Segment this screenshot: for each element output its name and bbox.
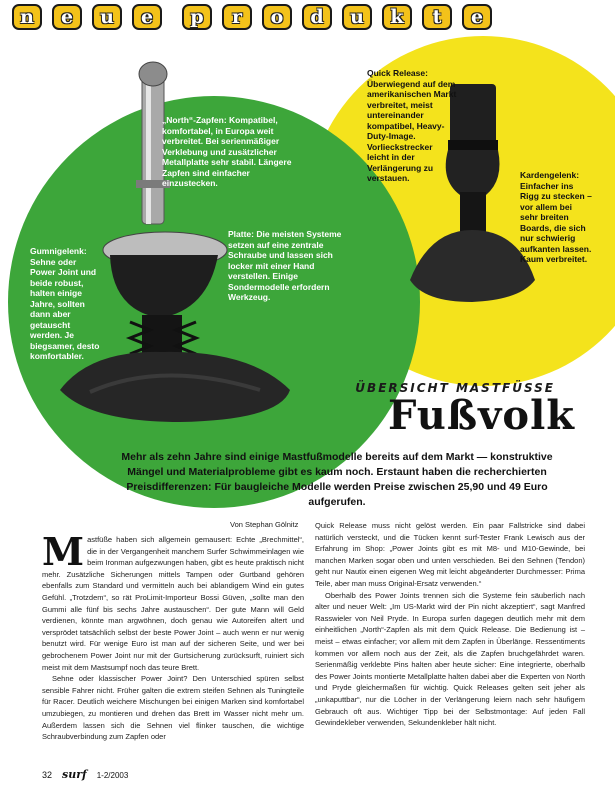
header-letter: d bbox=[302, 4, 332, 30]
caption-kardengelenk: Kardengelenk: Einfacher ins Rigg zu stecken – vor allem bei sehr breiten Boards, die sich nur schwierig aufkanten lassen. Kaum verbreitet. bbox=[520, 170, 592, 264]
article-title: Fußvolk bbox=[388, 392, 575, 439]
header-letter: u bbox=[92, 4, 122, 30]
article-author: Von Stephan Gölnitz bbox=[230, 520, 299, 529]
paragraph: Sehne oder klassischer Power Joint? Den Unterschied spüren selbst sensible Fahrer nicht. Früher galten die extrem steifen Sehnen als Tuningteile für Racer. Deutlich weichere Mischungen bei einigen Marken sind komfortabel umzubiegen, zu montieren und drehen das Brett im Wasser nicht mehr um. Außerdem lassen sich die Sehnen viel flinker tauschen, die wichtige Schraubverbindung zum Zapfen oder bbox=[42, 674, 304, 742]
magazine-logo: surf bbox=[62, 768, 87, 781]
header-letter: k bbox=[382, 4, 412, 30]
header-letter: e bbox=[52, 4, 82, 30]
issue-label: 1-2/2003 bbox=[96, 771, 129, 780]
header-letter: n bbox=[12, 4, 42, 30]
article-column-1 bbox=[42, 529, 304, 743]
caption-gummigelenk: Gumnigelenk: Sehne oder Power Joint und beide robust, halten einige Jahre, sollten dann aber getauscht werden. Je biegsamer, desto komfortabler. bbox=[30, 246, 100, 361]
header-letter: e bbox=[132, 4, 162, 30]
paragraph-text: astfüße haben sich allgemein gemausert: Echte „Brechmittel“, die in der Vergangenheit manchem Surfer Schwimmeinlagen wie beim Ironman aufgezwungen haben, gibt es heute praktisch nicht mehr. Zusätzliche Sicherungen mittels Tampen oder Gurtband gehören ebenfalls zum Standard und vermitteln auch bei ablandigem Wind ein gutes Gefühl. „Trotzdem“, so rät ProLimit-Importeur Bossi Güven, „sollte man den Gummi alle fünf bis sechs Jahre austauschen“. Der gute Mann will Geld verdienen, könnte man argwöhnen, doch genau wie Autoreifen altert und versprödet tatsächlich selbst der beste Power Joint – auch wenn er nur wenig benutzt wird. Für wenige Euro ist man auf der sicheren Seite, und wer bei gebrochenem Power Joint nur mit der Gurtsicherung zurücksurft, ruiniert sich meist mit dem Mastsumpf noch das teure Brett. bbox=[42, 535, 304, 672]
page-footer bbox=[42, 768, 128, 781]
paragraph: Quick Release muss nicht gelöst werden. Ein paar Fallstricke sind dabei natürlich versteckt, und die Tücken kennt surf-Tester Frank Lewisch aus der Erfahrung im Shop: „Power Joints gibt es mit M8- und M10-Gewinde, bei manchen Marken sogar oben und unten verschieden. Bei den Sehnen (Tendon) geht nur Nautix einen eigenen Weg mit leicht abgeänderter Durchmesser: Prima Teile, aber man muss Original-Ersatz verwenden.“ bbox=[315, 521, 585, 588]
caption-platte: Platte: Die meisten Systeme setzen auf eine zentrale Schraube und lassen sich locker mit einer Hand verstellen. Einige Sondermodelle erfordern Werkzeug. bbox=[228, 229, 342, 302]
article-lead: Mehr als zehn Jahre sind einige Mastfußmodelle bereits auf dem Markt — konstruktive Mängel und Materialprobleme gibt es kaum noch. Erstaunt haben die recherchierten Preisdifferenzen: Für baugleiche Modelle werden Preise zwischen 25,90 und 49 Euro aufgerufen. bbox=[121, 451, 553, 508]
caption-quick-release: Quick Release: Überwiegend auf dem amerikanischen Markt verbreitet, meist untereinander kompatibel, Heavy-Duty-Image. Vorlieckstrecker leicht in der Verlängerung zu verstauen. bbox=[367, 68, 457, 183]
header-letter: r bbox=[222, 4, 252, 30]
section-header bbox=[12, 4, 492, 30]
paragraph: Oberhalb des Power Joints trennen sich die Systeme fein säuberlich nach alter und neuer Welt: „Im US-Markt wird der Pin nicht akzeptiert“, sagt Manfred Rasswieler von Neil Pryde. In Europa surfen dagegen deutlich mehr mit dem einheitlichen „North“-Zapfen als mit dem Quick Release. Die Bedienung ist – meist – etwas einfacher; vor allem mit dem Zapfen in Überlänge. Ressentiments kommen vor allem noch aus der Zeit, als die Zapfen bruchgefährdet waren. Serienmäßig verklebte Pins halten aber heute sicher: Eine integrierte, oberhalb des Power Joints montierte Metallplatte halten dabei aber die Experten von North und Pryde gleichermaßen für wichtig. Quick Releases gelten seit jeher als „unkaputtbar“, nur die Löcher in der Verlängerung leiern nach sehr häufigem Gebrauch oft aus. Wichtiger Tipp bei der Selbstmontage: Auf jeden Fall Gewindekleber verwenden, Sekundenkleber hält nicht. bbox=[315, 590, 585, 728]
header-letter: o bbox=[262, 4, 292, 30]
page-number: 32 bbox=[42, 770, 53, 780]
article-subtitle: ÜBERSICHT MASTFÜSSE bbox=[355, 381, 555, 395]
header-letter: t bbox=[422, 4, 452, 30]
header-letter: p bbox=[182, 4, 212, 30]
caption-north: „North“-Zapfen: Kompatibel, komfortabel, in Europa weit verbreitet. Bei serienmäßiger Verklebung und zusätzlicher Metallplatte sehr stabil. Längere Zapfen sind einfacher einzustecken. bbox=[162, 115, 292, 188]
header-letter: u bbox=[342, 4, 372, 30]
article-column-2 bbox=[315, 520, 585, 729]
drop-cap: M bbox=[42, 529, 85, 574]
header-letter: e bbox=[462, 4, 492, 30]
paragraph bbox=[42, 529, 304, 673]
